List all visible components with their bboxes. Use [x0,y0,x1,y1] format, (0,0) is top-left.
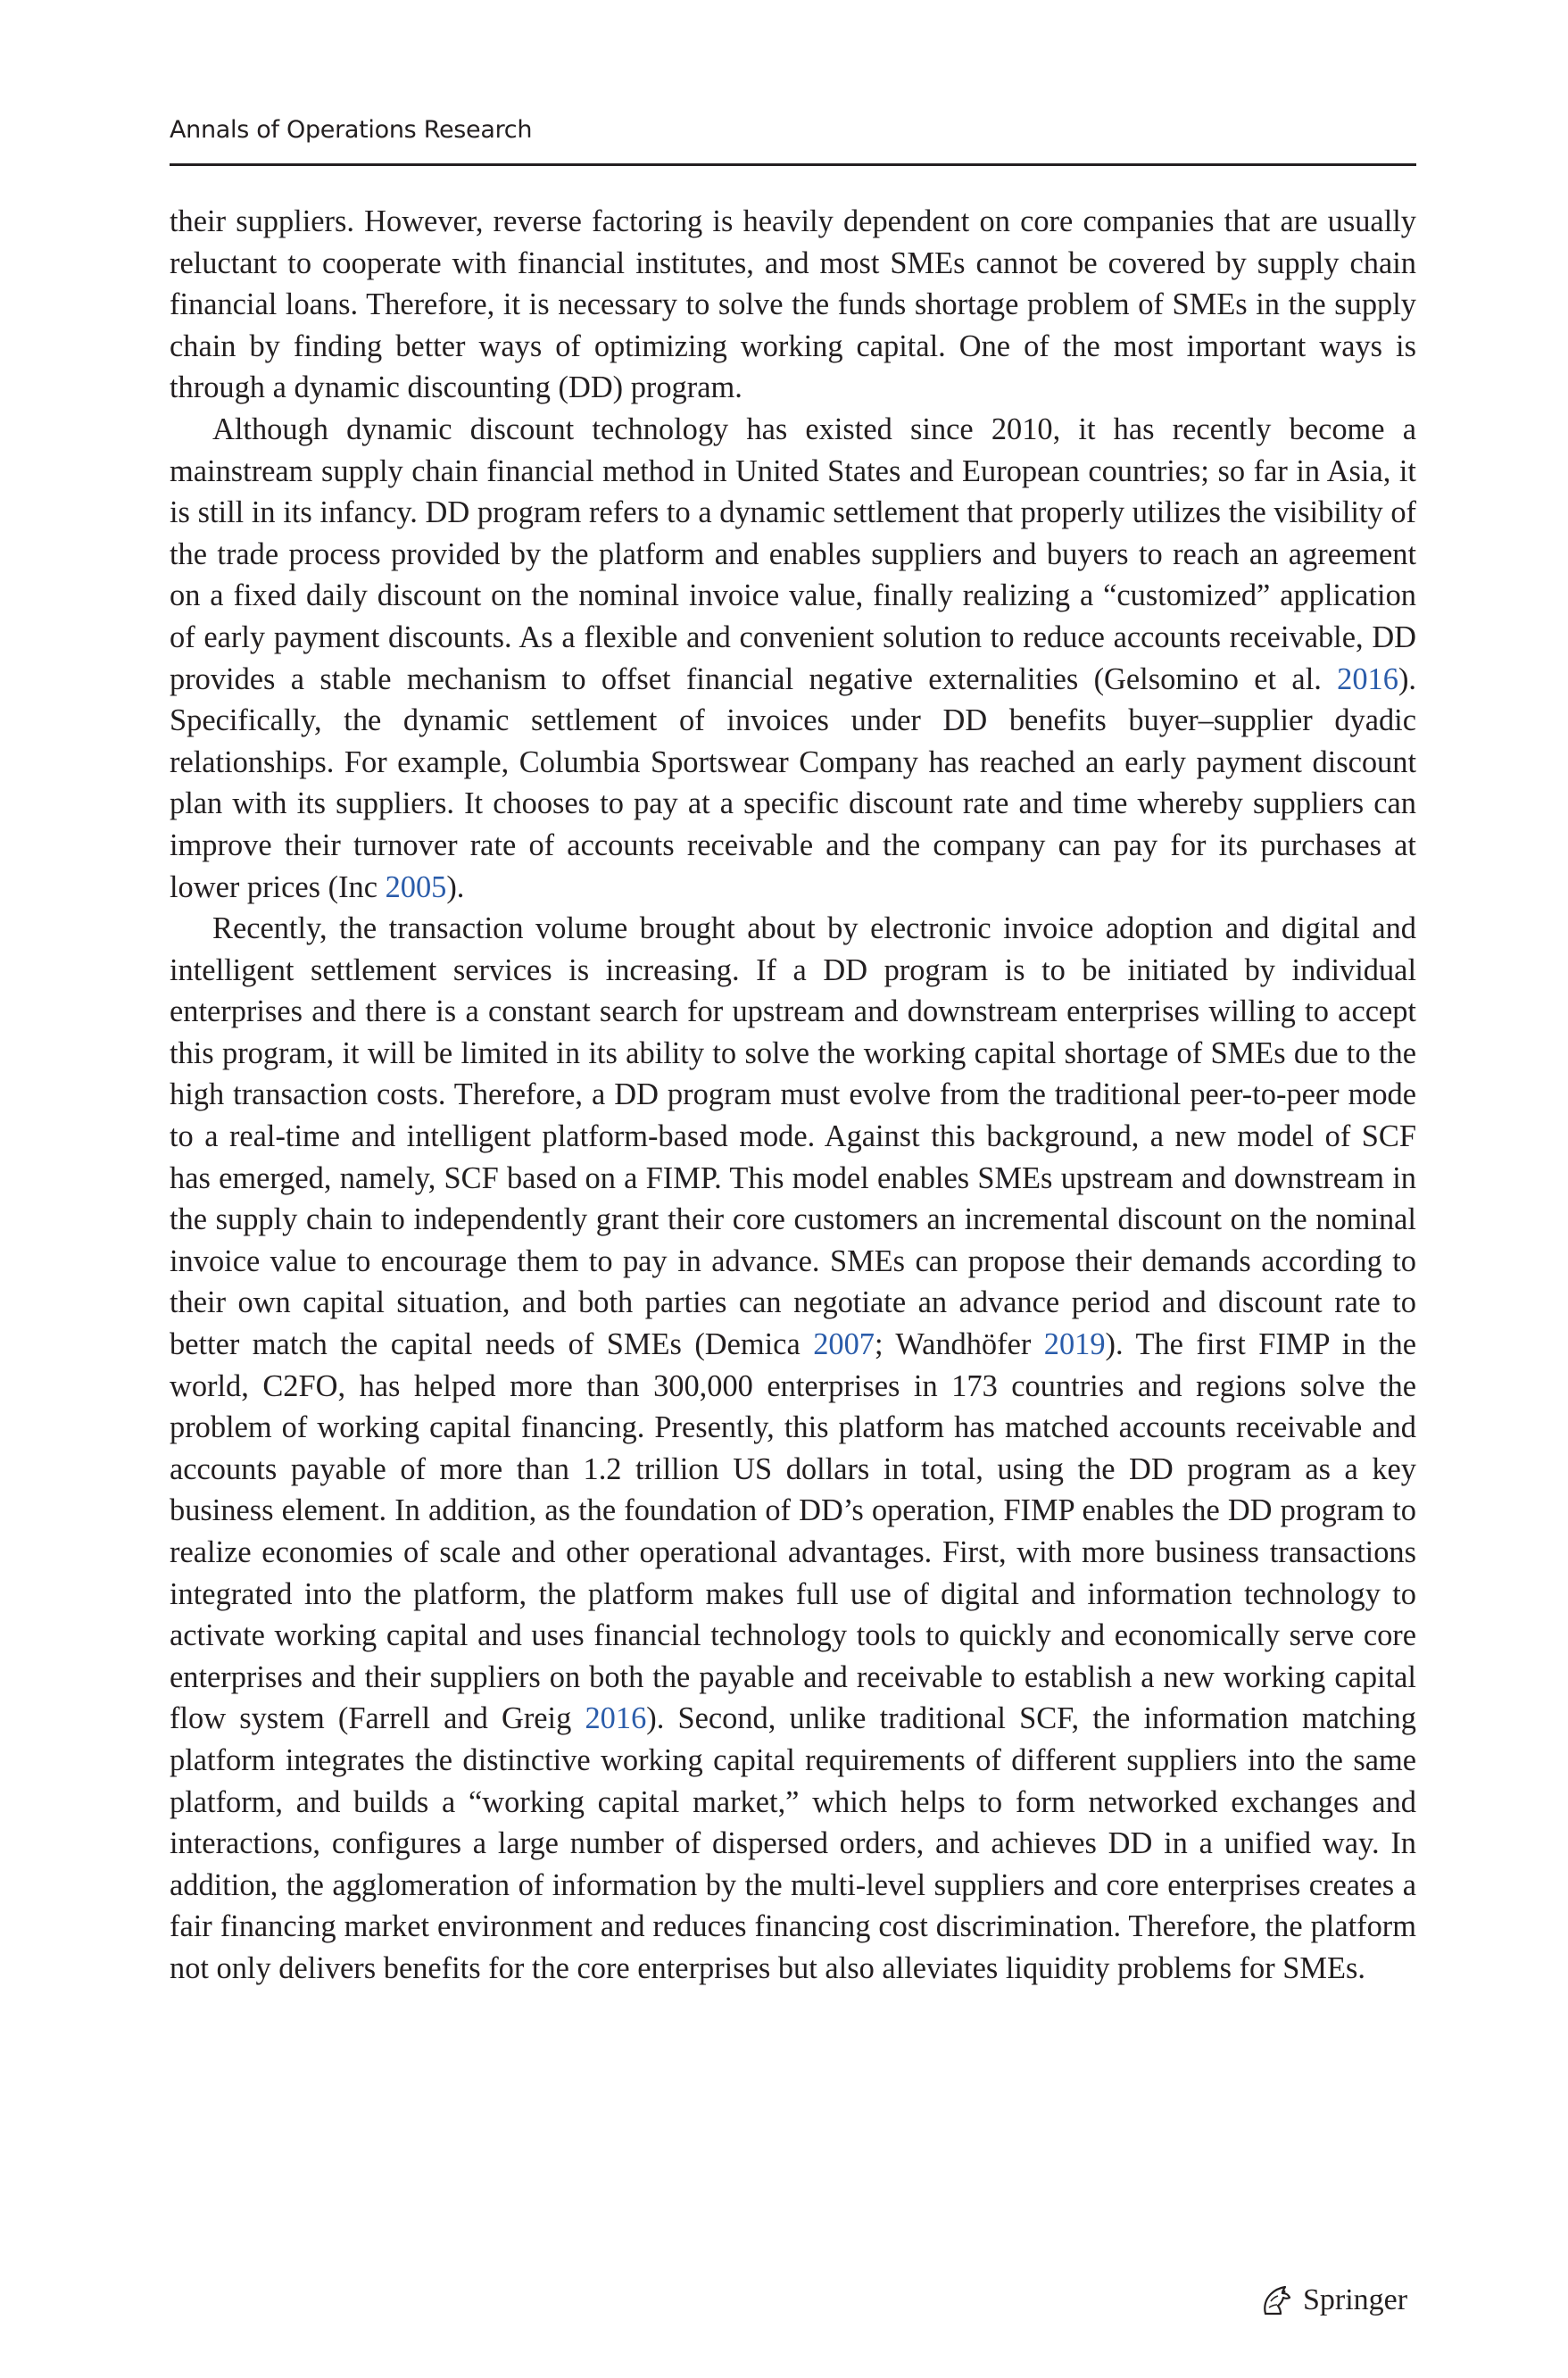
paragraph-text: ). Specifically, the dynamic settlement of invoices under DD benefits buyer–supplier dyadic relationships. For example, Columbia Sportswear Company has reached an early payment discount plan with its suppliers. It chooses to pay at a specific discount rate and time whereby suppliers can improve their turnover rate of accounts receivable and the company can pay for its purchases at lower prices (Inc [170,661,1416,904]
paragraph-text: ; Wandhöfer [874,1327,1044,1362]
springer-horse-icon [1258,2283,1294,2317]
citation-link[interactable]: 2016 [585,1701,647,1736]
body-paragraph [170,908,1416,1989]
paragraph-text: ). The first FIMP in the world, C2FO, has helped more than 300,000 enterprises in 173 countries and regions solve the problem of working capital financing. Presently, this platform has matched accounts receivable and accounts payable of more than 1.2 trillion US dollars in total, using the DD program as a key business element. In addition, as the foundation of DD’s operation, FIMP enables the DD program to realize economies of scale and other operational advantages. First, with more business transactions integrated into the platform, the platform makes full use of digital and information technology to activate working capital and uses financial technology tools to quickly and economically serve core enterprises and their suppliers on both the payable and receivable to establish a new working capital flow system (Farrell and Greig [170,1327,1416,1736]
paragraph-text: ). Second, unlike traditional SCF, the information matching platform integrates the distinctive working capital requirements of different suppliers into the same platform, and builds a “working capital market,” which helps to form networked exchanges and interactions, configures a large number of dispersed orders, and achieves DD in a unified way. In addition, the agglomeration of information by the multi-level suppliers and core enterprises creates a fair financing market environment and reduces financing cost discrimination. Therefore, the platform not only delivers benefits for the core enterprises but also alleviates liquidity problems for SMEs. [170,1701,1416,1985]
citation-link[interactable]: 2016 [1337,661,1398,696]
citation-link[interactable]: 2005 [385,869,447,904]
paragraph-text: their suppliers. However, reverse factoring is heavily dependent on core companies that are usually reluctant to cooperate with financial institutes, and most SMEs cannot be covered by supply chain financial loans. Therefore, it is necessary to solve the funds shortage problem of SMEs in the supply chain by finding better ways of optimizing working capital. One of the most important ways is through a dynamic discounting (DD) program. [170,204,1416,405]
header-rule [170,163,1416,166]
article-body [170,201,1416,1990]
citation-link[interactable]: 2019 [1043,1327,1106,1362]
paragraph-text: ). [446,869,465,904]
publisher-name: Springer [1303,2283,1408,2316]
running-head: Annals of Operations Research [170,116,533,144]
publisher-logo [1258,2283,1407,2317]
paragraph-text: Recently, the transaction volume brought about by electronic invoice adoption and digital and intelligent settlement services is increasing. If a DD program is to be initiated by individual enterprises and there is a constant search for upstream and downstream enterprises willing to accept this program, it will be limited in its ability to solve the working capital shortage of SMEs due to the high transaction costs. Therefore, a DD program must evolve from the traditional peer-to-peer mode to a real-time and intelligent platform-based mode. Against this background, a new model of SCF has emerged, namely, SCF based on a FIMP. This model enables SMEs upstream and downstream in the supply chain to independently grant their core customers an incremental discount on the nominal invoice value to encourage them to pay in advance. SMEs can propose their demands according to their own capital situation, and both parties can negotiate an advance period and discount rate to better match the capital needs of SMEs (Demica [170,911,1416,1362]
citation-link[interactable]: 2007 [813,1327,875,1362]
body-paragraph [170,409,1416,908]
body-paragraph [170,201,1416,409]
paragraph-text: Although dynamic discount technology has existed since 2010, it has recently become a mainstream supply chain financial method in United States and European countries; so far in Asia, it is still in its infancy. DD program refers to a dynamic settlement that properly utilizes the visibility of the trade process provided by the platform and enables suppliers and buyers to reach an agreement on a fixed daily discount on the nominal invoice value, finally realizing a “customized” application of early payment discounts. As a flexible and convenient solution to reduce accounts receivable, DD provides a stable mechanism to offset financial negative externalities (Gelsomino et al. [170,412,1416,696]
